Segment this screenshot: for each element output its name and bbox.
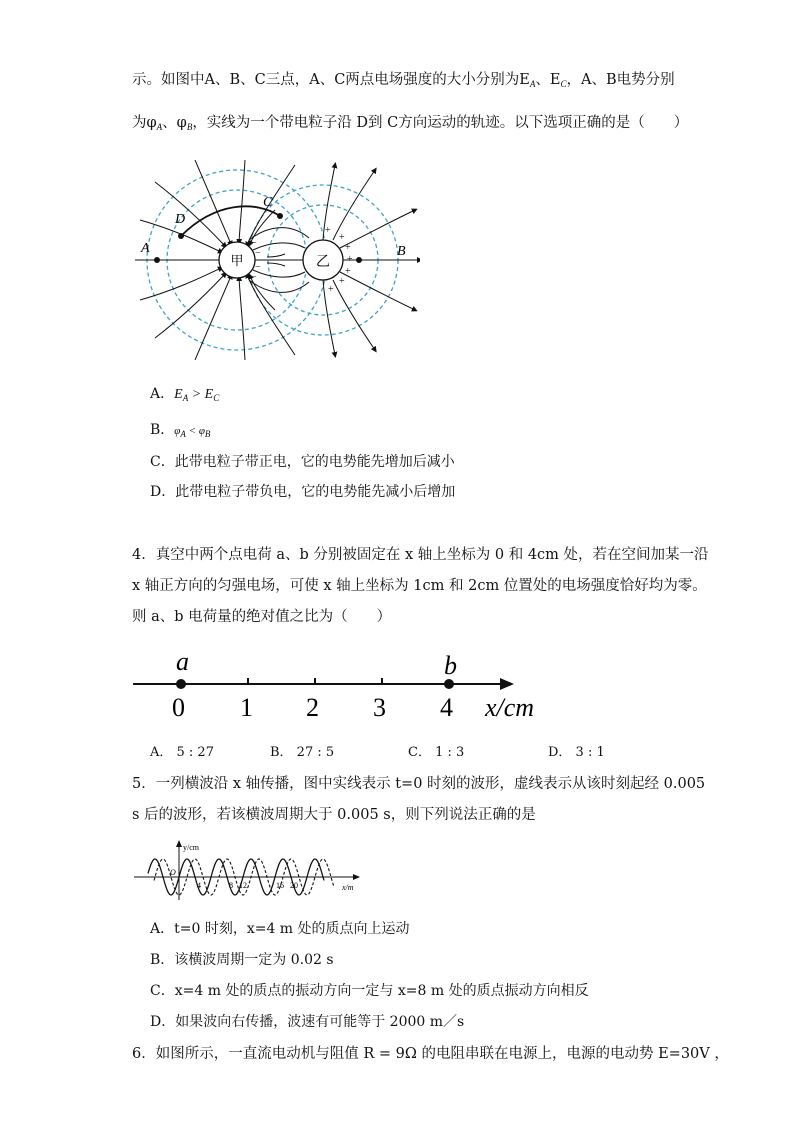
q4-option-b[interactable]: B． 27 : 5 xyxy=(270,745,335,760)
axis-unit: x/cm xyxy=(485,693,535,722)
svg-text:−: − xyxy=(251,272,257,283)
tick-16m: 16 xyxy=(276,881,284,890)
q6-line-1: 6．如图所示，一直流电动机与阻值 R = 9Ω 的电阻串联在电源上，电源的电动势 E=30V ， xyxy=(132,1046,729,1062)
q4-axis-diagram xyxy=(130,645,560,725)
q3-option-d[interactable]: D．此带电粒子带负电，它的电势能先减小后增加 xyxy=(150,484,456,500)
x-axis-label: x/m xyxy=(342,883,354,892)
charge-a-label: a xyxy=(176,647,189,676)
tick-20m: 20 xyxy=(290,881,298,890)
svg-text:+: + xyxy=(328,284,334,295)
charge-yi-label: 乙 xyxy=(316,255,330,270)
svg-text:−: − xyxy=(251,238,257,249)
svg-text:+: + xyxy=(325,225,331,236)
q3-line-1: 示。如图中A、B、C三点，A、C两点电场强度的大小分别为$E_A$、$E_C$，A、B电势分别 xyxy=(132,72,675,89)
q4-option-c[interactable]: C． 1 : 3 xyxy=(408,745,465,760)
q3-option-b[interactable]: B．$\varphi_A < \varphi_B$ xyxy=(150,422,211,439)
q4-option-d[interactable]: D． 3 : 1 xyxy=(548,745,605,760)
q3-option-a[interactable]: A．$E_A > E_C$ xyxy=(150,386,220,403)
tick-4m: 4 xyxy=(197,881,201,890)
svg-text:+: + xyxy=(339,276,345,287)
svg-text:+: + xyxy=(345,266,351,277)
q5-option-d[interactable]: D．如果波向右传播，波速有可能等于 2000 m／s xyxy=(150,1014,465,1030)
charge-jia-label: 甲 xyxy=(230,253,244,268)
tick-3: 3 xyxy=(373,693,386,722)
q5-option-c[interactable]: C．x=4 m 处的质点的振动方向一定与 x=8 m 处的质点振动方向相反 xyxy=(150,983,589,999)
y-axis-label: y/cm xyxy=(183,843,199,852)
point-D-label: D xyxy=(175,212,186,227)
q3-line-2: 为$\varphi_A$、$\varphi_B$，实线为一个带电粒子沿 D到 C方向运动的轨迹。以下选项正确的是（ ） xyxy=(132,115,689,132)
q5-option-b[interactable]: B．该横波周期一定为 0.02 s xyxy=(150,952,334,968)
svg-text:+: + xyxy=(347,254,353,265)
charge-b-label: b xyxy=(444,651,457,680)
q5-wave-graph xyxy=(134,840,364,902)
tick-4: 4 xyxy=(440,693,453,722)
point-A-label: A xyxy=(141,241,150,256)
q4-option-a[interactable]: A． 5 : 27 xyxy=(150,745,214,760)
svg-text:−: − xyxy=(255,248,261,259)
q3-option-c[interactable]: C．此带电粒子带正电，它的电势能先增加后减小 xyxy=(150,454,455,470)
origin-label: O xyxy=(170,868,176,877)
svg-text:+: + xyxy=(345,242,351,253)
tick-2: 2 xyxy=(306,693,319,722)
point-B-label: B xyxy=(397,244,406,259)
q3-field-diagram xyxy=(135,160,420,360)
tick-1: 1 xyxy=(240,693,253,722)
svg-text:+: + xyxy=(339,232,345,243)
q4-line-3: 则 a、b 电荷量的绝对值之比为（ ） xyxy=(132,609,392,625)
q5-option-a[interactable]: A．t=0 时刻，x=4 m 处的质点向上运动 xyxy=(150,921,410,937)
q4-line-2: x 轴正方向的匀强电场，可使 x 轴上坐标为 1cm 和 2cm 位置处的电场强度恰好均为零。 xyxy=(132,578,707,594)
point-C-label: C xyxy=(263,195,273,210)
q5-line-2: s 后的波形，若该横波周期大于 0.005 s，则下列说法正确的是 xyxy=(132,807,536,823)
tick-12m: 12 xyxy=(239,881,247,890)
svg-text:−: − xyxy=(255,262,261,273)
q5-line-1: 5．一列横波沿 x 轴传播，图中实线表示 t=0 时刻的波形，虚线表示从该时刻起经 0.005 xyxy=(132,776,706,792)
q4-line-1: 4．真空中两个点电荷 a、b 分别被固定在 x 轴上坐标为 0 和 4cm 处，若在空间加某一沿 xyxy=(132,547,709,563)
tick-0: 0 xyxy=(172,693,185,722)
tick-8m: 8 xyxy=(229,881,233,890)
